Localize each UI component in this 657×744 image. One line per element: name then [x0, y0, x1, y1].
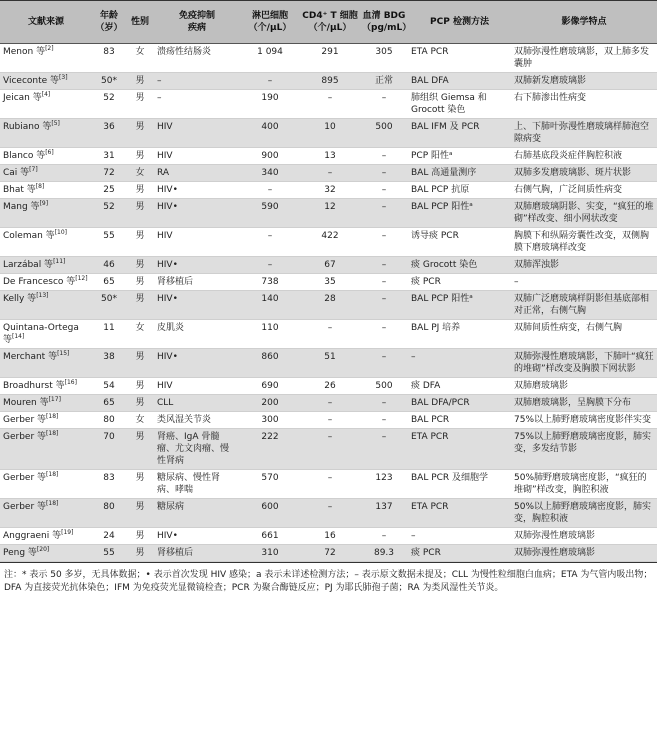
imaging-cell: 50%肺野磨玻璃密度影，“疯狂的堆砌”样改变，胸腔积液 [511, 470, 657, 499]
disease-cell: HIV• [154, 199, 240, 228]
lymphocyte-cell: 900 [240, 148, 300, 165]
bdg-cell: – [360, 528, 408, 545]
bdg-cell: – [360, 320, 408, 349]
disease-cell: HIV• [154, 528, 240, 545]
table-row [0, 165, 657, 182]
author-cell [0, 119, 92, 148]
bdg-cell: 正常 [360, 73, 408, 90]
table-body [0, 44, 657, 562]
age-cell: 54 [92, 378, 126, 395]
lymphocyte-cell: – [240, 73, 300, 90]
age-cell: 24 [92, 528, 126, 545]
header-cell: 性别 [126, 1, 154, 44]
disease-cell: HIV• [154, 182, 240, 199]
reference-marker: [15] [57, 350, 70, 357]
method-cell: – [408, 349, 511, 378]
reference-marker: [11] [53, 258, 66, 265]
table-row [0, 395, 657, 412]
imaging-cell: 双肺新发磨玻璃影 [511, 73, 657, 90]
author-cell [0, 470, 92, 499]
author-name: Gerber 等 [3, 432, 47, 442]
method-cell: ETA PCR [408, 44, 511, 73]
table-row [0, 378, 657, 395]
reference-marker: [14] [12, 333, 25, 340]
author-name: Rubiano 等 [3, 122, 52, 132]
table-row [0, 257, 657, 274]
reference-marker: [18] [46, 500, 59, 507]
author-cell [0, 528, 92, 545]
cd4-cell: 895 [300, 73, 360, 90]
reference-marker: [17] [48, 396, 61, 403]
imaging-cell: 75%以上肺野磨玻璃密度影伴实变 [511, 412, 657, 429]
bdg-cell: 500 [360, 119, 408, 148]
reference-marker: [20] [36, 546, 50, 553]
header-cell: 淋巴细胞 （个/μL） [240, 1, 300, 44]
sex-cell: 男 [126, 291, 154, 320]
cd4-cell: 51 [300, 349, 360, 378]
sex-cell: 男 [126, 90, 154, 119]
author-name: Jeican 等 [3, 93, 42, 103]
imaging-cell: 双肺磨玻璃阴影、实变，“疯狂的堆砌”样改变、细小网状改变 [511, 199, 657, 228]
table-row [0, 320, 657, 349]
disease-cell: RA [154, 165, 240, 182]
age-cell: 65 [92, 274, 126, 291]
author-name: Cai 等 [3, 168, 30, 178]
disease-cell: 肾移植后 [154, 274, 240, 291]
reference-marker: [10] [54, 229, 68, 236]
imaging-cell: 上、下肺叶弥漫性磨玻璃样肺泡空隙病变 [511, 119, 657, 148]
disease-cell: HIV [154, 228, 240, 257]
table-row [0, 470, 657, 499]
reference-marker: [18] [46, 430, 59, 437]
method-cell: BAL PCP 抗原 [408, 182, 511, 199]
cd4-cell: 72 [300, 545, 360, 562]
sex-cell: 男 [126, 545, 154, 562]
age-cell: 25 [92, 182, 126, 199]
method-cell: 痰 PCR [408, 545, 511, 562]
age-cell: 70 [92, 429, 126, 470]
lymphocyte-cell: 190 [240, 90, 300, 119]
author-name: Merchant 等 [3, 352, 58, 362]
disease-cell: 糖尿病 [154, 499, 240, 528]
author-cell [0, 199, 92, 228]
method-cell: BAL PCR 及细胞学 [408, 470, 511, 499]
lymphocyte-cell: – [240, 257, 300, 274]
imaging-cell: 右侧气胸，广泛间质性病变 [511, 182, 657, 199]
bdg-cell: 89.3 [360, 545, 408, 562]
author-cell [0, 182, 92, 199]
disease-cell: HIV• [154, 257, 240, 274]
age-cell: 80 [92, 412, 126, 429]
author-cell [0, 291, 92, 320]
sex-cell: 男 [126, 257, 154, 274]
sex-cell: 男 [126, 199, 154, 228]
imaging-cell: 双肺弥漫性磨玻璃影 [511, 528, 657, 545]
bdg-cell: – [360, 182, 408, 199]
author-cell [0, 228, 92, 257]
sex-cell: 男 [126, 148, 154, 165]
imaging-cell: 双肺间质性病变，右侧气胸 [511, 320, 657, 349]
author-name: Blanco 等 [3, 151, 46, 161]
sex-cell: 女 [126, 165, 154, 182]
table-row [0, 412, 657, 429]
author-name: Peng 等 [3, 548, 37, 558]
cd4-cell: – [300, 395, 360, 412]
disease-cell: CLL [154, 395, 240, 412]
author-cell [0, 257, 92, 274]
author-name: Mouren 等 [3, 398, 49, 408]
sex-cell: 男 [126, 73, 154, 90]
method-cell: ETA PCR [408, 429, 511, 470]
age-cell: 72 [92, 165, 126, 182]
bdg-cell: – [360, 291, 408, 320]
sex-cell: 男 [126, 395, 154, 412]
table-row [0, 228, 657, 257]
cd4-cell: 291 [300, 44, 360, 73]
lymphocyte-cell: – [240, 228, 300, 257]
age-cell: 11 [92, 320, 126, 349]
bdg-cell: 137 [360, 499, 408, 528]
cd4-cell: 422 [300, 228, 360, 257]
imaging-cell: 50%以上肺野磨玻璃密度影，肺实变，胸腔积液 [511, 499, 657, 528]
age-cell: 83 [92, 470, 126, 499]
sex-cell: 男 [126, 499, 154, 528]
lymphocyte-cell: 340 [240, 165, 300, 182]
imaging-cell: 双肺浑浊影 [511, 257, 657, 274]
lymphocyte-cell: 200 [240, 395, 300, 412]
table-row [0, 148, 657, 165]
sex-cell: 女 [126, 412, 154, 429]
author-name: Anggraeni 等 [3, 531, 62, 541]
imaging-cell: 双肺弥漫性磨玻璃影，下肺叶“疯狂的堆砌”样改变及胸膜下网状影 [511, 349, 657, 378]
imaging-cell: 右下肺渗出性病变 [511, 90, 657, 119]
reference-marker: [12] [75, 275, 88, 282]
table-row [0, 429, 657, 470]
lymphocyte-cell: – [240, 182, 300, 199]
cd4-cell: 35 [300, 274, 360, 291]
age-cell: 80 [92, 499, 126, 528]
header-cell: 文献来源 [0, 1, 92, 44]
cd4-cell: – [300, 470, 360, 499]
reference-marker: [8] [35, 183, 45, 190]
author-cell [0, 395, 92, 412]
disease-cell: HIV• [154, 349, 240, 378]
lymphocyte-cell: 1 094 [240, 44, 300, 73]
cd4-cell: 13 [300, 148, 360, 165]
author-name: Gerber 等 [3, 415, 47, 425]
table-row [0, 73, 657, 90]
imaging-cell: 75%以上肺野磨玻璃密度影，肺实变，多发结节影 [511, 429, 657, 470]
author-cell [0, 148, 92, 165]
header-cell: PCP 检测方法 [408, 1, 511, 44]
reference-marker: [18] [46, 413, 59, 420]
disease-cell: 肾移植后 [154, 545, 240, 562]
method-cell: BAL DFA/PCR [408, 395, 511, 412]
author-cell [0, 378, 92, 395]
lymphocyte-cell: 590 [240, 199, 300, 228]
disease-cell: 类风湿关节炎 [154, 412, 240, 429]
cd4-cell: 16 [300, 528, 360, 545]
sex-cell: 男 [126, 119, 154, 148]
lymphocyte-cell: 690 [240, 378, 300, 395]
sex-cell: 男 [126, 470, 154, 499]
imaging-cell: 双肺广泛磨玻璃样阴影但基底部相对正常，右侧气胸 [511, 291, 657, 320]
lymphocyte-cell: 860 [240, 349, 300, 378]
table-footnote: 注：* 表示 50 多岁，无具体数据；• 表示首次发现 HIV 感染；a 表示未详述检测方法；– 表示原文数据未提及；CLL 为慢性粒细胞白血病；ETA 为气管内吸出物；DFA 为直接荧光抗体染色；IFM 为免疫荧光显微镜检查；PCR 为聚合酶链反应；PJ 为耶氏肺孢子菌；RA 为类风湿性关节炎。 [0, 562, 657, 595]
age-cell: 52 [92, 199, 126, 228]
bdg-cell: – [360, 228, 408, 257]
lymphocyte-cell: 600 [240, 499, 300, 528]
lymphocyte-cell: 661 [240, 528, 300, 545]
author-cell [0, 90, 92, 119]
author-name: Mang 等 [3, 202, 40, 212]
cd4-cell: 67 [300, 257, 360, 274]
author-name: Viceconte 等 [3, 76, 60, 86]
lymphocyte-cell: 310 [240, 545, 300, 562]
disease-cell: HIV• [154, 291, 240, 320]
table-row [0, 274, 657, 291]
method-cell: BAL PCP 阳性ᵃ [408, 291, 511, 320]
sex-cell: 男 [126, 429, 154, 470]
sex-cell: 男 [126, 182, 154, 199]
imaging-cell: 胸膜下和纵隔旁囊性改变，双侧胸膜下磨玻璃样改变 [511, 228, 657, 257]
sex-cell: 男 [126, 274, 154, 291]
disease-cell: HIV [154, 148, 240, 165]
header-cell: CD4⁺ T 细胞 （个/μL） [300, 1, 360, 44]
sex-cell: 男 [126, 378, 154, 395]
table-row [0, 528, 657, 545]
age-cell: 31 [92, 148, 126, 165]
cd4-cell: – [300, 499, 360, 528]
author-cell [0, 499, 92, 528]
author-name: Kelly 等 [3, 294, 37, 304]
sex-cell: 女 [126, 44, 154, 73]
method-cell: – [408, 528, 511, 545]
disease-cell: – [154, 73, 240, 90]
reference-marker: [7] [29, 166, 38, 173]
age-cell: 50* [92, 291, 126, 320]
sex-cell: 男 [126, 528, 154, 545]
method-cell: 痰 DFA [408, 378, 511, 395]
method-cell: PCP 阳性ᵃ [408, 148, 511, 165]
imaging-cell: 右肺基底段炎症伴胸腔积液 [511, 148, 657, 165]
reference-marker: [6] [45, 149, 54, 156]
lymphocyte-cell: 570 [240, 470, 300, 499]
author-name: De Francesco 等 [3, 277, 76, 287]
imaging-cell: 双肺多发磨玻璃影、斑片状影 [511, 165, 657, 182]
header-cell: 免疫抑制 疾病 [154, 1, 240, 44]
bdg-cell: – [360, 148, 408, 165]
disease-cell: HIV [154, 378, 240, 395]
cd4-cell: 28 [300, 291, 360, 320]
cd4-cell: – [300, 90, 360, 119]
table-row [0, 182, 657, 199]
bdg-cell: – [360, 412, 408, 429]
table-row [0, 545, 657, 562]
bdg-cell: – [360, 349, 408, 378]
age-cell: 55 [92, 545, 126, 562]
author-name: Broadhurst 等 [3, 381, 65, 391]
table-row [0, 90, 657, 119]
author-cell [0, 545, 92, 562]
reference-marker: [4] [41, 91, 51, 98]
reference-marker: [13] [36, 292, 49, 299]
method-cell: 诱导痰 PCR [408, 228, 511, 257]
cd4-cell: 26 [300, 378, 360, 395]
table-row [0, 199, 657, 228]
bdg-cell: – [360, 257, 408, 274]
author-name: Larzábal 等 [3, 260, 54, 270]
sex-cell: 男 [126, 349, 154, 378]
disease-cell: 糖尿病、慢性肾病、哮喘 [154, 470, 240, 499]
age-cell: 65 [92, 395, 126, 412]
method-cell: BAL IFM 及 PCR [408, 119, 511, 148]
author-name: Quintana-Ortega 等 [3, 323, 79, 345]
header-cell: 影像学特点 [511, 1, 657, 44]
sex-cell: 女 [126, 320, 154, 349]
bdg-cell: – [360, 274, 408, 291]
cd4-cell: 32 [300, 182, 360, 199]
cd4-cell: – [300, 165, 360, 182]
reference-marker: [16] [64, 379, 77, 386]
bdg-cell: – [360, 429, 408, 470]
reference-marker: [19] [61, 529, 74, 536]
reference-marker: [3] [59, 74, 68, 81]
method-cell: 痰 PCR [408, 274, 511, 291]
author-name: Gerber 等 [3, 473, 47, 483]
author-name: Gerber 等 [3, 502, 47, 512]
table-row [0, 119, 657, 148]
disease-cell: HIV [154, 119, 240, 148]
bdg-cell: 123 [360, 470, 408, 499]
reference-marker: [9] [39, 200, 49, 207]
table-row [0, 291, 657, 320]
bdg-cell: – [360, 165, 408, 182]
imaging-cell: 双肺磨玻璃影 [511, 378, 657, 395]
cd4-cell: – [300, 429, 360, 470]
imaging-cell: 双肺弥漫性磨玻璃影 [511, 545, 657, 562]
author-name: Coleman 等 [3, 231, 55, 241]
reference-marker: [5] [51, 120, 60, 127]
header-cell: 血清 BDG （pg/mL） [360, 1, 408, 44]
lymphocyte-cell: 300 [240, 412, 300, 429]
cd4-cell: – [300, 320, 360, 349]
table-row [0, 349, 657, 378]
method-cell: BAL 高通量测序 [408, 165, 511, 182]
reference-marker: [2] [45, 45, 54, 52]
bdg-cell: 305 [360, 44, 408, 73]
author-cell [0, 349, 92, 378]
bdg-cell: – [360, 90, 408, 119]
method-cell: 痰 Grocott 染色 [408, 257, 511, 274]
author-cell [0, 320, 92, 349]
disease-cell: 肾癌、IgA 骨髓瘤、尤文肉瘤、慢性肾病 [154, 429, 240, 470]
reference-marker: [18] [46, 471, 59, 478]
bdg-cell: – [360, 199, 408, 228]
bdg-cell: – [360, 395, 408, 412]
disease-cell: – [154, 90, 240, 119]
lymphocyte-cell: 400 [240, 119, 300, 148]
cd4-cell: 10 [300, 119, 360, 148]
imaging-cell: – [511, 274, 657, 291]
table-row [0, 44, 657, 73]
cd4-cell: 12 [300, 199, 360, 228]
cd4-cell: – [300, 412, 360, 429]
author-cell [0, 44, 92, 73]
author-cell [0, 73, 92, 90]
bdg-cell: 500 [360, 378, 408, 395]
table-row [0, 499, 657, 528]
age-cell: 46 [92, 257, 126, 274]
method-cell: BAL PCP 阳性ᵃ [408, 199, 511, 228]
disease-cell: 溃疡性结肠炎 [154, 44, 240, 73]
table-header-row [0, 1, 657, 44]
method-cell: BAL PJ 培养 [408, 320, 511, 349]
header-cell: 年龄 （岁） [92, 1, 126, 44]
author-name: Bhat 等 [3, 185, 36, 195]
author-cell [0, 412, 92, 429]
disease-cell: 皮肌炎 [154, 320, 240, 349]
method-cell: 肺组织 Giemsa 和 Grocott 染色 [408, 90, 511, 119]
lymphocyte-cell: 110 [240, 320, 300, 349]
author-cell [0, 274, 92, 291]
age-cell: 52 [92, 90, 126, 119]
lymphocyte-cell: 738 [240, 274, 300, 291]
age-cell: 50* [92, 73, 126, 90]
method-cell: ETA PCR [408, 499, 511, 528]
author-name: Menon 等 [3, 47, 46, 57]
age-cell: 83 [92, 44, 126, 73]
method-cell: BAL DFA [408, 73, 511, 90]
author-cell [0, 429, 92, 470]
imaging-cell: 双肺磨玻璃影，呈胸膜下分布 [511, 395, 657, 412]
lymphocyte-cell: 222 [240, 429, 300, 470]
age-cell: 38 [92, 349, 126, 378]
method-cell: BAL PCR [408, 412, 511, 429]
sex-cell: 男 [126, 228, 154, 257]
lymphocyte-cell: 140 [240, 291, 300, 320]
author-cell [0, 165, 92, 182]
age-cell: 36 [92, 119, 126, 148]
imaging-cell: 双肺弥漫性磨玻璃影，双上肺多发囊肿 [511, 44, 657, 73]
age-cell: 55 [92, 228, 126, 257]
